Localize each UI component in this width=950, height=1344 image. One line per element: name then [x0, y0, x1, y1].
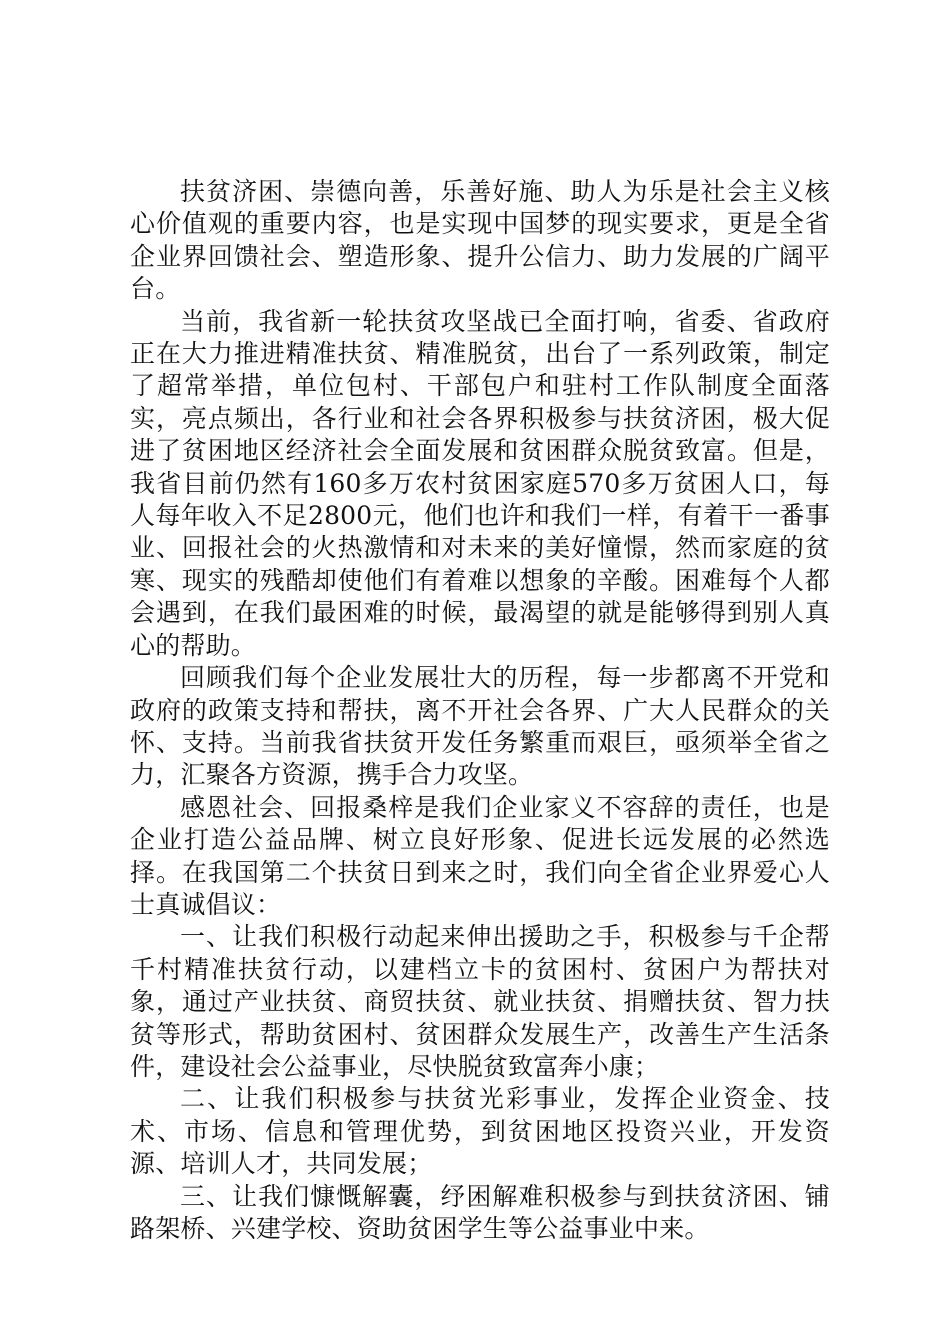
paragraph-proposal-2: 二、让我们积极参与扶贫光彩事业，发挥企业资金、技术、市场、信息和管理优势，到贫困地区投资兴业，开发资源、培训人才，共同发展； — [130, 1084, 830, 1179]
paragraph-gratitude: 感恩社会、回报桑梓是我们企业家义不容辞的责任，也是企业打造公益品牌、树立良好形象、促进长远发展的必然选择。在我国第二个扶贫日到来之时，我们向全省企业界爱心人士真诚倡议： — [130, 792, 830, 919]
paragraph-proposal-3: 三、让我们慷慨解囊，纾困解难积极参与到扶贫济困、铺路架桥、兴建学校、资助贫困学生等公益事业中来。 — [130, 1181, 830, 1243]
paragraph-intro: 扶贫济困、崇德向善，乐善好施、助人为乐是社会主义核心价值观的重要内容，也是实现中国梦的现实要求，更是全省企业界回馈社会、塑造形象、提升公信力、助力发展的广阔平台。 — [130, 177, 830, 304]
paragraph-current-situation: 当前，我省新一轮扶贫攻坚战已全面打响，省委、省政府正在大力推进精准扶贫、精准脱贫，出台了一系列政策，制定了超常举措，单位包村、干部包户和驻村工作队制度全面落实，亮点频出，各行业和社会各界积极参与扶贫济困，极大促进了贫困地区经济社会全面发展和贫困群众脱贫致富。但是，我省目前仍然有160多万农村贫困家庭570多万贫困人口，每人每年收入不足2800元，他们也许和我们一样，有着干一番事业、回报社会的火热激情和对未来的美好憧憬，然而家庭的贫寒、现实的残酷却使他们有着难以想象的辛酸。困难每个人都会遇到，在我们最困难的时候，最渴望的就是能够得到别人真心的帮助。 — [130, 306, 830, 660]
document-body — [130, 176, 830, 1245]
paragraph-review: 回顾我们每个企业发展壮大的历程，每一步都离不开党和政府的政策支持和帮扶，离不开社会各界、广大人民群众的关怀、支持。当前我省扶贫开发任务繁重而艰巨，亟须举全省之力，汇聚各方资源，携手合力攻坚。 — [130, 663, 830, 790]
paragraph-proposal-1: 一、让我们积极行动起来伸出援助之手，积极参与千企帮千村精准扶贫行动，以建档立卡的贫困村、贫困户为帮扶对象，通过产业扶贫、商贸扶贫、就业扶贫、捐赠扶贫、智力扶贫等形式，帮助贫困村、贫困群众发展生产，改善生产生活条件，建设社会公益事业，尽快脱贫致富奔小康； — [130, 922, 830, 1081]
